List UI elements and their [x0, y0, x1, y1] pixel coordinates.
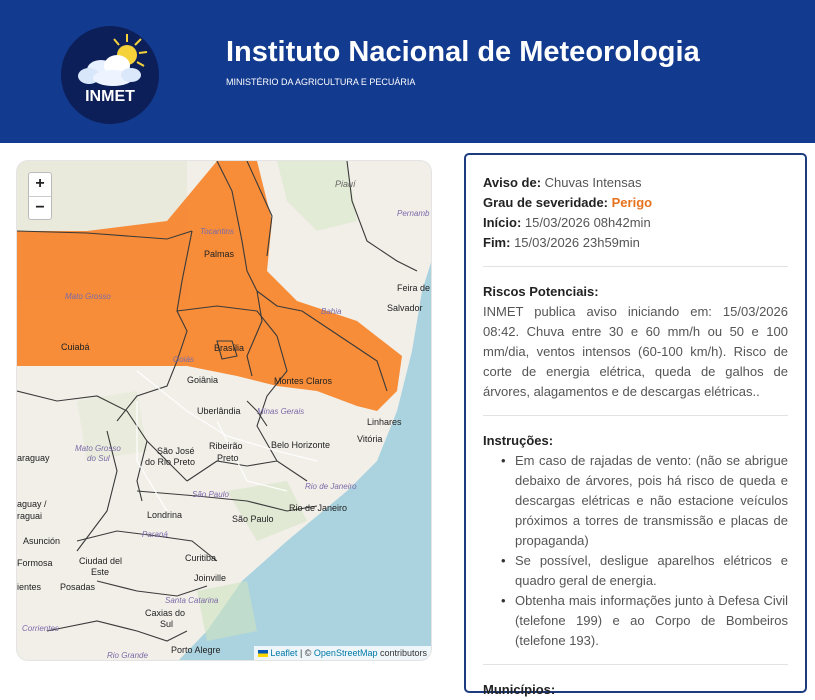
map-label: Joinville	[194, 573, 227, 583]
map-label: Este	[91, 567, 110, 577]
alert-type-label: Aviso de:	[483, 175, 542, 190]
map-label: Londrina	[147, 510, 183, 520]
map-label: Vitória	[357, 434, 383, 444]
map-label: Montes Claros	[274, 376, 333, 386]
map-label: Goiás	[173, 355, 194, 364]
osm-link[interactable]: OpenStreetMap	[313, 648, 378, 658]
instructions-title: Instruções:	[483, 433, 554, 448]
map-label: Linhares	[367, 417, 402, 427]
map-label: Palmas	[204, 249, 235, 259]
instruction-item: • Em caso de rajadas de vento: (não se abrigue debaixo de árvores, pois há risco de queda e descargas elétricas e não estacione veículos próximos a torres de transmissão e placas de propaganda)	[501, 451, 788, 551]
end-value: 15/03/2026 23h59min	[514, 235, 640, 250]
site-subtitle: MINISTÉRIO DA AGRICULTURA E PECUÁRIA	[226, 77, 416, 87]
map-label: Rio de Janeiro	[305, 482, 357, 491]
severity-badge: Perigo	[611, 195, 653, 210]
map-label: Goiânia	[187, 375, 219, 385]
attribution-separator: | ©	[297, 648, 314, 658]
map-label: Rio de Janeiro	[289, 503, 348, 513]
municipalities-title: Municípios:	[483, 682, 556, 697]
map-label: Pernamb	[397, 209, 430, 218]
map-label: Ciudad del	[79, 556, 123, 566]
map-label: do Sul	[87, 454, 110, 463]
site-title[interactable]: Instituto Nacional de Meteorologia	[226, 36, 700, 68]
map-label: São José	[157, 446, 195, 456]
alert-type-value: Chuvas Intensas	[544, 175, 642, 190]
map-label: Preto	[217, 453, 239, 463]
ukraine-flag-icon	[258, 650, 268, 657]
map-label: Minas Gerais	[257, 407, 305, 416]
map-label: aguay /	[17, 499, 47, 509]
severity-row	[483, 193, 788, 213]
map-attribution	[254, 646, 431, 660]
map-label: Santa Catarina	[165, 596, 219, 605]
divider	[483, 266, 788, 267]
divider	[483, 664, 788, 665]
severity-label: Grau de severidade:	[483, 195, 608, 210]
logo-text: INMET	[85, 88, 135, 105]
instruction-item: • Se possível, desligue aparelhos elétricos e quadro geral de energia.	[501, 551, 788, 591]
map-label: Sul	[160, 619, 174, 629]
map-label: Salvador	[387, 303, 423, 313]
alert-type-row	[483, 173, 788, 193]
instruction-item: • Obtenha mais informações junto à Defesa Civil (telefone 199) e ao Corpo de Bombeiros (telefone 193).	[501, 591, 788, 651]
map-label: São Paulo	[192, 490, 229, 499]
map-label: Cuiabá	[61, 342, 90, 352]
map-label: Bahia	[321, 307, 342, 316]
map-label: Ribeirão	[209, 441, 243, 451]
map-label: Tocantins	[200, 227, 234, 236]
divider	[483, 415, 788, 416]
map-label: Belo Horizonte	[271, 440, 331, 450]
start-value: 15/03/2026 08h42min	[524, 215, 651, 230]
map-label: Paraná	[142, 530, 168, 539]
zoom-control	[28, 172, 52, 220]
start-label: Início:	[483, 215, 522, 230]
map-label: araguay	[17, 453, 50, 463]
map-label: do Rio Preto	[145, 457, 196, 467]
attribution-suffix: contributors	[377, 648, 427, 658]
map-label: Curitiba	[185, 553, 217, 563]
zoom-in-button[interactable]: +	[35, 175, 45, 192]
alert-panel	[464, 153, 807, 697]
map-label: Feira de	[397, 283, 431, 293]
zoom-out-button[interactable]: −	[29, 196, 51, 219]
map-label: Formosa	[17, 558, 53, 568]
map-label: Posadas	[60, 582, 96, 592]
map-label: Corrientes	[22, 624, 59, 633]
sun-cloud-icon	[61, 26, 159, 124]
map-label: Rio Grande	[107, 651, 148, 660]
alert-map[interactable]	[16, 160, 432, 661]
map-label: Piauí	[335, 179, 356, 189]
instructions-list	[501, 451, 788, 651]
map-label: Uberlândia	[197, 406, 241, 416]
map-label: ientes	[17, 582, 42, 592]
leaflet-link[interactable]: Leaflet	[270, 648, 298, 658]
site-header	[0, 0, 815, 143]
map-label: São Paulo	[232, 514, 274, 524]
risks-title: Riscos Potenciais:	[483, 284, 599, 299]
start-row	[483, 213, 788, 233]
map-label: Mato Grosso	[65, 292, 111, 301]
map-label: Brasília	[214, 343, 245, 353]
risks-text: INMET publica aviso iniciando em: 15/03/2026 08:42. Chuva entre 30 e 60 mm/h ou 50 e 100 mm/dia, ventos intensos (60-100 km/h). Risco de corte de energia elétrica, queda de galhos de árvores, alagamentos e de descargas elétricas..	[483, 304, 788, 399]
map-label: Asunción	[23, 536, 61, 546]
map-label: raguai	[17, 511, 43, 521]
inmet-logo[interactable]	[61, 26, 159, 124]
map-label: Caxias do	[145, 608, 186, 618]
end-label: Fim:	[483, 235, 511, 250]
map-label: Porto Alegre	[171, 645, 221, 655]
map-label: Mato Grosso	[75, 444, 121, 453]
end-row	[483, 233, 788, 253]
